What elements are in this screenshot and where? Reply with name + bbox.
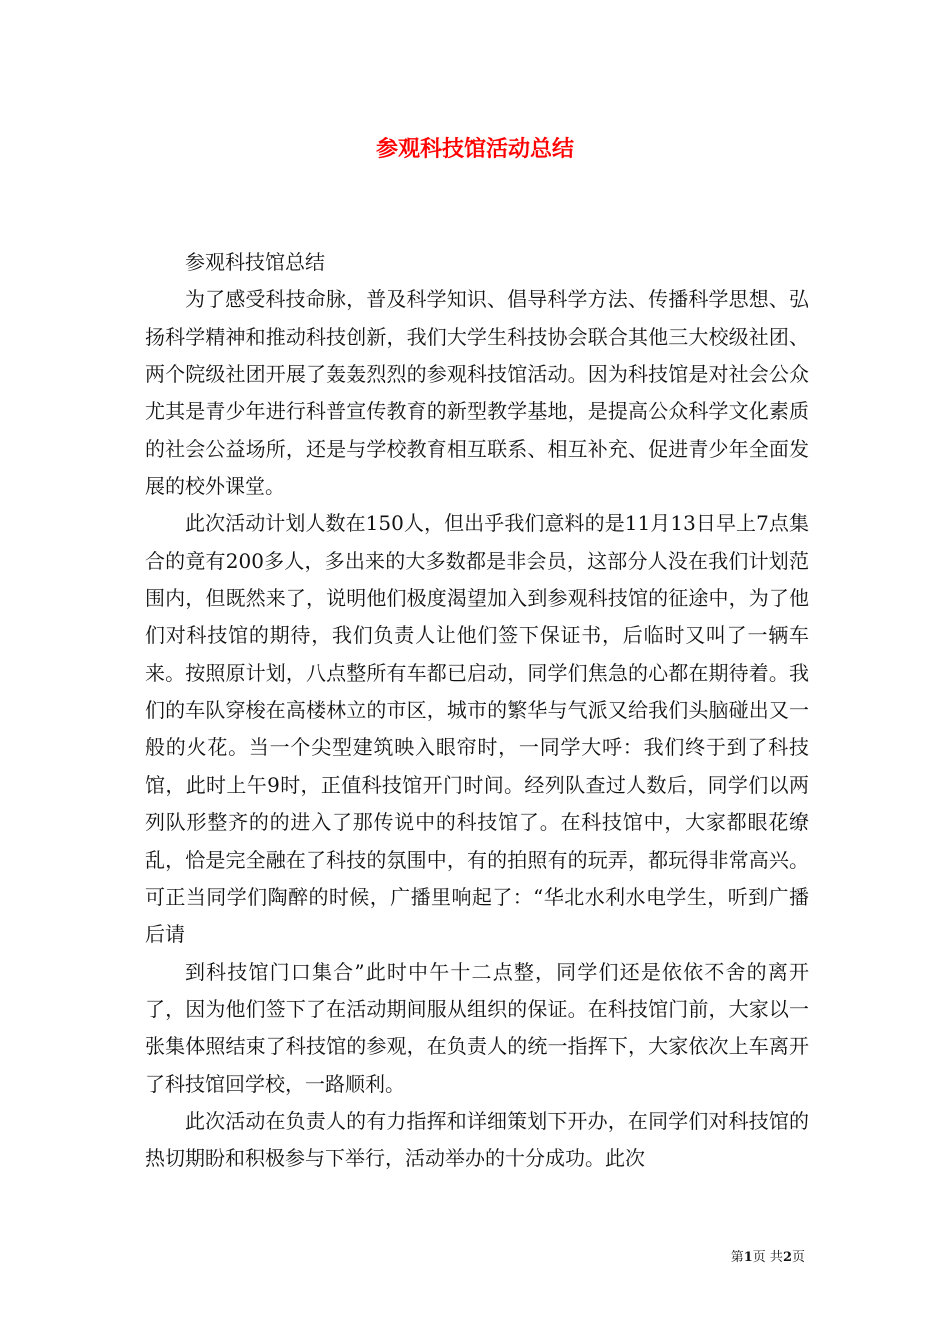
document-title: 参观科技馆活动总结: [375, 136, 574, 162]
paragraph-intro: 为了感受科技命脉，普及科学知识、倡导科学方法、传播科学思想、弘扬科学精神和推动科技创新，我们大学生科技协会联合其他三大校级社团、两个院级社团开展了轰轰烈烈的参观科技馆活动。因为科技馆是对社会公众尤其是青少年进行科普宣传教育的新型教学基地，是提高公众科学文化素质的社会公益场所，还是与学校教育相互联系、相互补充、促进青少年全面发展的校外课堂。: [145, 287, 809, 499]
document-body: [145, 244, 809, 1178]
total-pages-number: 2: [782, 1250, 792, 1265]
paragraph-departure: 到科技馆门口集合”此时中午十二点整，同学们还是依依不舍的离开了，因为他们签下了在活动期间服从组织的保证。在科技馆门前，大家以一张集体照结束了科技馆的参观，在负责人的统一指挥下，大家依次上车离开了科技馆回学校，一路顺利。: [145, 959, 809, 1096]
page-number-footer: [731, 1249, 805, 1267]
paragraph-subtitle: 参观科技馆总结: [185, 250, 325, 274]
current-page-number: 1: [743, 1250, 753, 1265]
footer-prefix: 第: [730, 1250, 744, 1265]
paragraph-conclusion: 此次活动在负责人的有力指挥和详细策划下开办，在同学们对科技馆的热切期盼和积极参与下举行，活动举办的十分成功。此次: [145, 1108, 809, 1171]
footer-suffix: 页: [791, 1250, 805, 1265]
paragraph-activity: 此次活动计划人数在150人，但出乎我们意料的是11月13日早上7点集合的竟有200多人，多出来的大多数都是非会员，这部分人没在我们计划范围内，但既然来了，说明他们极度渴望加入到参观科技馆的征途中，为了他们对科技馆的期待，我们负责人让他们签下保证书，后临时又叫了一辆车来。按照原计划，八点整所有车都已启动，同学们焦急的心都在期待着。我们的车队穿梭在高楼林立的市区，城市的繁华与气派又给我们头脑碰出又一般的火花。当一个尖型建筑映入眼帘时，一同学大呼：我们终于到了科技馆，此时上午9时，正值科技馆开门时间。经列队查过人数后，同学们以两列队形整齐的的进入了那传说中的科技馆了。在科技馆中，大家都眼花缭乱，恰是完全融在了科技的氛围中，有的拍照有的玩弄，都玩得非常高兴。可正当同学们陶醉的时候，广播里响起了：“华北水利水电学生，听到广播后请: [145, 511, 809, 947]
footer-middle: 页 共: [752, 1250, 783, 1265]
